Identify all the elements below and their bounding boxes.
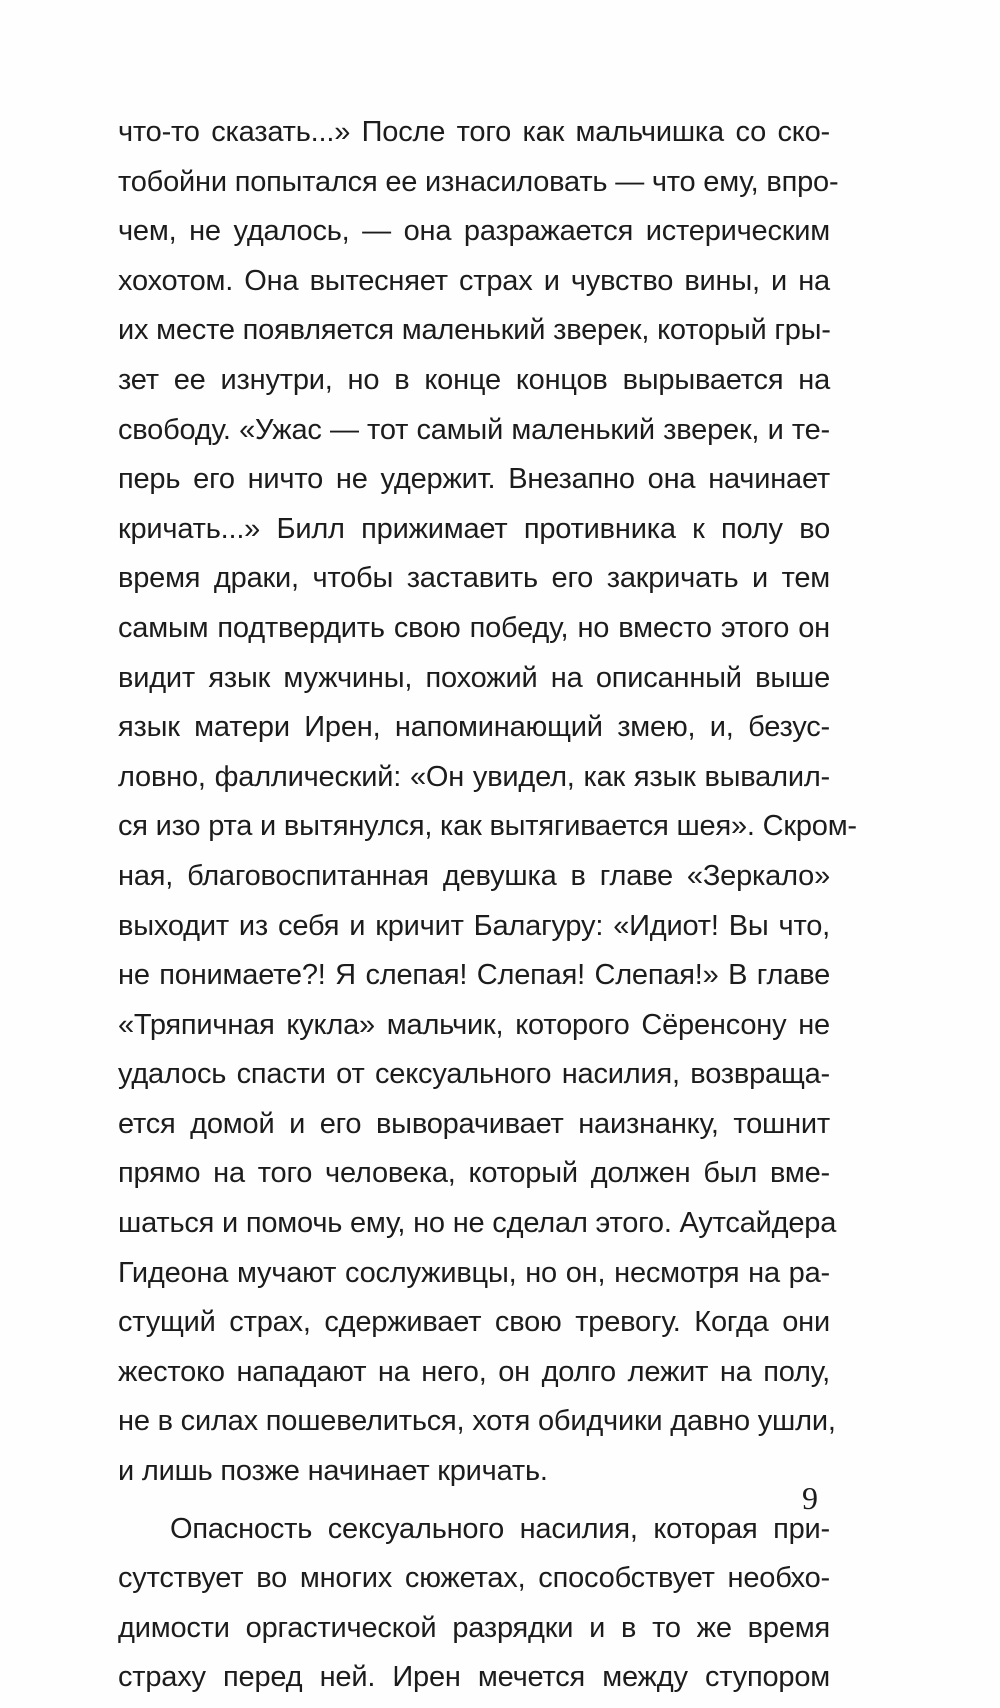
text-line: страху перед ней. Ирен мечется между ступором bbox=[118, 1661, 830, 1694]
body-text bbox=[118, 108, 857, 1703]
text-line: ная, благовоспитанная девушка в главе «Зеркало» bbox=[118, 859, 830, 892]
text-line: удалось спасти от сексуального насилия, возвраща- bbox=[118, 1058, 830, 1091]
text-line: и лишь позже начинает кричать. bbox=[118, 1455, 548, 1488]
text-line: язык матери Ирен, напоминающий змею, и, безус- bbox=[118, 711, 830, 744]
text-line: самым подтвердить свою победу, но вместо этого он bbox=[118, 611, 830, 644]
text-line: димости оргастической разрядки и в то же время bbox=[118, 1611, 830, 1644]
text-line: ловно, фаллический: «Он увидел, как язык вывалил- bbox=[118, 760, 830, 793]
text-line: тобойни попытался ее изнасиловать — что ему, впро- bbox=[118, 165, 839, 198]
text-line: ется домой и его выворачивает наизнанку, тошнит bbox=[118, 1107, 830, 1140]
text-line: «Тряпичная кукла» мальчик, которого Сёренсону не bbox=[118, 1008, 830, 1041]
text-line: выходит из себя и кричит Балагуру: «Идиот! Вы что, bbox=[118, 909, 830, 942]
text-line: Гидеона мучают сослуживцы, но он, несмотря на ра- bbox=[118, 1256, 830, 1289]
text-line: жестоко нападают на него, он долго лежит на полу, bbox=[118, 1355, 830, 1388]
text-line: хохотом. Она вытесняет страх и чувство вины, и на bbox=[118, 264, 830, 297]
text-line: стущий страх, сдерживает свою тревогу. Когда они bbox=[118, 1306, 830, 1339]
text-line: прямо на того человека, который должен был вме- bbox=[118, 1157, 830, 1190]
text-line: не понимаете?! Я слепая! Слепая! Слепая!» В главе bbox=[118, 959, 830, 992]
text-line: кричать...» Билл прижимает противника к полу во bbox=[118, 512, 830, 545]
paragraph bbox=[118, 108, 857, 1497]
text-line: их месте появляется маленький зверек, который гры- bbox=[118, 314, 831, 347]
page-number: 9 bbox=[802, 1480, 818, 1516]
text-line: сутствует во многих сюжетах, способствует необхо- bbox=[118, 1562, 830, 1595]
text-line: время драки, чтобы заставить его закричать и тем bbox=[118, 562, 830, 595]
paragraph bbox=[118, 1505, 830, 1703]
text-line: не в силах пошевелиться, хотя обидчики давно ушли, bbox=[118, 1405, 836, 1438]
text-line: что-то сказать...» После того как мальчишка со ско- bbox=[118, 116, 830, 148]
text-line: ся изо рта и вытянулся, как вытягивается шея». Скром- bbox=[118, 810, 857, 843]
text-line: чем, не удалось, — она разражается истерическим bbox=[118, 215, 830, 248]
text-line: шаться и помочь ему, но не сделал этого. Аутсайдера bbox=[118, 1207, 837, 1240]
text-line: перь его ничто не удержит. Внезапно она начинает bbox=[118, 463, 830, 496]
text-line: зет ее изнутри, но в конце концов вырывается на bbox=[118, 363, 830, 396]
text-line: Опасность сексуального насилия, которая при- bbox=[170, 1512, 830, 1545]
text-line: свободу. «Ужас — тот самый маленький зверек, и те- bbox=[118, 413, 830, 446]
text-line: видит язык мужчины, похожий на описанный выше bbox=[118, 661, 830, 694]
paragraph-gap bbox=[118, 1497, 830, 1505]
